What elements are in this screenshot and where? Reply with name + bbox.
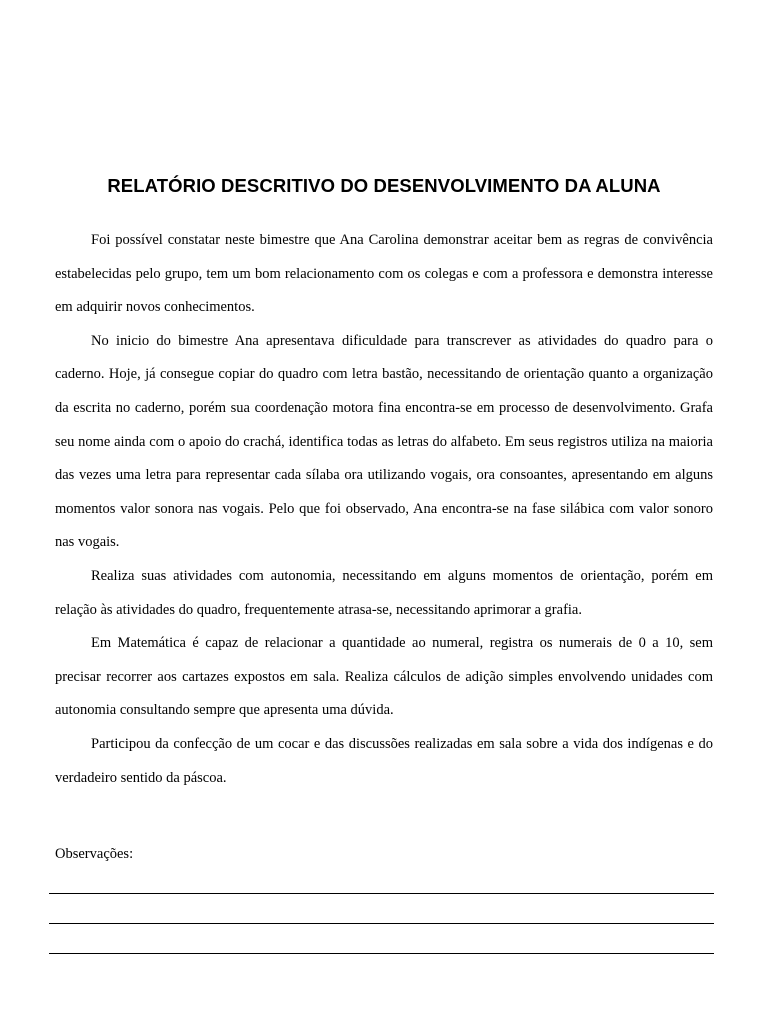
observation-line <box>49 953 714 954</box>
report-body <box>55 224 713 795</box>
paragraph-autonomy: Realiza suas atividades com autonomia, necessitando em alguns momentos de orientação, porém em relação às atividades do quadro, frequentemente atrasa-se, necessitando aprimorar a grafia. <box>55 567 713 618</box>
observation-line <box>49 923 714 924</box>
observations-label: Observações: <box>55 846 134 862</box>
paragraph-math: Em Matemática é capaz de relacionar a quantidade ao numeral, registra os numerais de 0 a 10, sem precisar recorrer aos cartazes expostos em sala. Realiza cálculos de adição simples envolvendo unidades com autonomia consultando sempre que apresenta uma dúvida. <box>55 635 713 719</box>
paragraph-writing: No inicio do bimestre Ana apresentava dificuldade para transcrever as atividades do quadro para o caderno. Hoje, já consegue copiar do quadro com letra bastão, necessitando de orientação quanto a organização da escrita no caderno, porém sua coordenação motora fina encontra-se em processo de desenvolvimento. Grafa seu nome ainda com o apoio do crachá, identifica todas as letras do alfabeto. Em seus registros utiliza na maioria das vezes uma letra para representar cada sílaba ora utilizando vogais, ora consoantes, apresentando em alguns momentos valor sonora nas vogais. Pelo que foi observado, Ana encontra-se na fase silábica com valor sonoro nas vogais. <box>55 332 713 551</box>
document-title: RELATÓRIO DESCRITIVO DO DESENVOLVIMENTO DA ALUNA <box>107 175 661 196</box>
paragraph-activities: Participou da confecção de um cocar e das discussões realizadas em sala sobre a vida dos indígenas e do verdadeiro sentido da páscoa. <box>55 735 713 786</box>
paragraph-behavior: Foi possível constatar neste bimestre que Ana Carolina demonstrar aceitar bem as regras de convivência estabelecidas pelo grupo, tem um bom relacionamento com os colegas e com a professora e demonstra interesse em adquirir novos conhecimentos. <box>55 232 713 316</box>
observation-line <box>49 893 714 894</box>
